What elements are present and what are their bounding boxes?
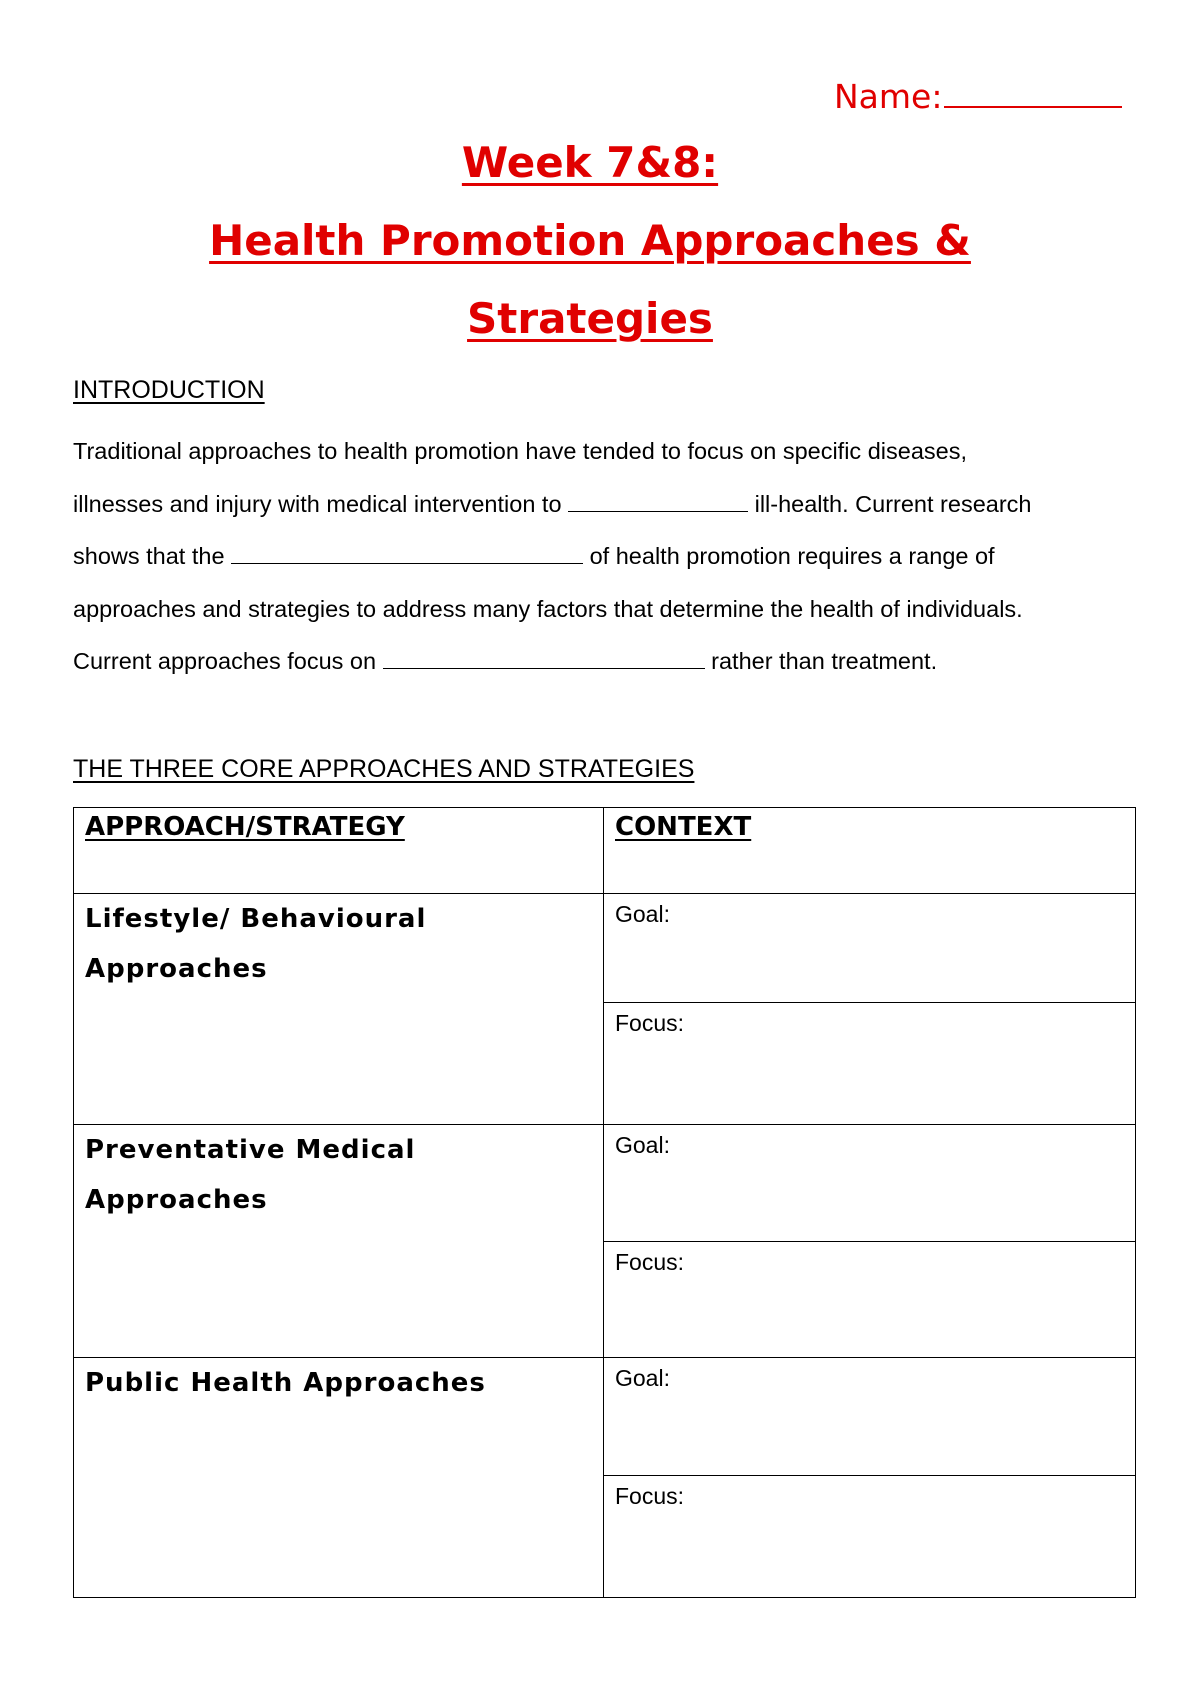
focus-cell[interactable] (604, 1003, 1136, 1125)
introduction-paragraph (73, 425, 1143, 688)
focus-label: Focus: (615, 1010, 685, 1036)
goal-label: Goal: (615, 1365, 670, 1391)
goal-cell[interactable] (604, 1358, 1136, 1476)
goal-cell[interactable] (604, 1125, 1136, 1242)
name-blank[interactable] (944, 74, 1122, 108)
header-cell (74, 808, 604, 894)
approach-label: Lifestyle/ Behavioural Approaches (85, 904, 427, 984)
title-week: Week 7&8: (461, 138, 719, 187)
core-approaches-heading: THE THREE CORE APPROACHES AND STRATEGIES (73, 755, 695, 783)
intro-text: Traditional approaches to health promotion have tended to focus on specific diseases, (73, 438, 967, 464)
intro-line (73, 635, 1143, 688)
title-topic: Health Promotion Approaches & (209, 216, 971, 265)
intro-text: approaches and strategies to address many factors that determine the health of individuals. (73, 595, 1023, 622)
table-row (74, 1358, 1136, 1476)
table-header-row (74, 808, 1136, 894)
approach-cell (74, 1358, 604, 1598)
intro-line (73, 530, 1143, 583)
intro-text: rather than treatment. (704, 648, 938, 674)
intro-line (73, 478, 1143, 531)
intro-text: ill-health. Current research (748, 490, 1032, 517)
approach-cell (74, 1125, 604, 1358)
introduction-heading: INTRODUCTION (73, 376, 265, 404)
approach-label: Public Health Approaches (85, 1368, 486, 1398)
fill-in-blank[interactable] (383, 646, 705, 669)
goal-label: Goal: (615, 1132, 670, 1158)
intro-line (73, 583, 1143, 636)
intro-text: shows that the (73, 543, 232, 569)
title-topic-cont: Strategies (467, 294, 713, 343)
focus-cell[interactable] (604, 1476, 1136, 1598)
intro-line (73, 425, 1143, 478)
intro-text: illnesses and injury with medical intervention to (73, 490, 569, 517)
table-row (74, 894, 1136, 1003)
approach-label: Preventative Medical Approaches (85, 1135, 416, 1215)
goal-label: Goal: (615, 901, 670, 927)
focus-cell[interactable] (604, 1242, 1136, 1358)
approach-cell (74, 894, 604, 1125)
header-cell (604, 808, 1136, 894)
name-label: Name: (834, 77, 943, 116)
focus-label: Focus: (615, 1249, 685, 1275)
col-approach-header: APPROACH/STRATEGY (85, 812, 405, 842)
approaches-table (73, 807, 1136, 1598)
name-field[interactable] (834, 74, 1122, 116)
fill-in-blank[interactable] (231, 541, 583, 564)
goal-cell[interactable] (604, 894, 1136, 1003)
col-context-header: CONTEXT (615, 812, 752, 842)
intro-text: Current approaches focus on (73, 648, 383, 674)
intro-text: of health promotion requires a range of (583, 543, 995, 569)
fill-in-blank[interactable] (568, 489, 748, 512)
focus-label: Focus: (615, 1483, 685, 1509)
table-row (74, 1125, 1136, 1242)
